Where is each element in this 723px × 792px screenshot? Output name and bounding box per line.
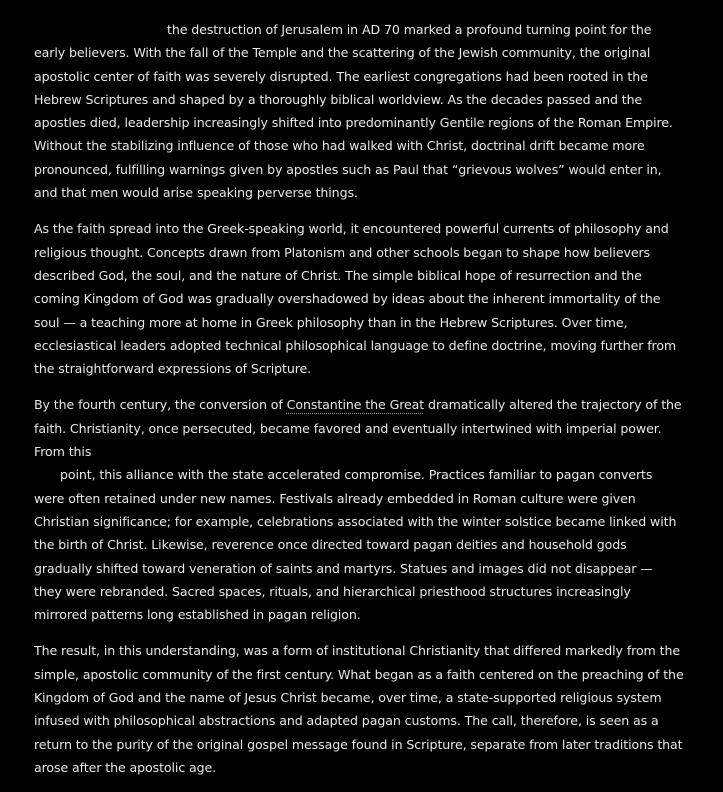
paragraph-4-text: The result, in this understanding, was a form of institutional Christianity that differed markedly from the simple, apostolic community of the first century. What began as a faith centered on the preaching of the Kingdom of God and the name of Jesus Christ became, over time, a state-supported religious system infused with philosophical abstractions and adapted pagan customs. The call, therefore, is seen as a return to the purity of the original gospel message found in Scripture, separate from later traditions that arose after the apostolic age. xyxy=(34,643,684,775)
paragraph-2 xyxy=(34,217,684,380)
paragraph-1 xyxy=(34,18,684,204)
paragraph-3-continuation: point, this alliance with the state accelerated compromise. Practices familiar to pagan converts were often retained under new names. Festivals already embedded in Roman culture were given Christian significance; for example, celebrations associated with the winter solstice became linked with the birth of Christ. Likewise, reverence once directed toward pagan deities and household gods gradually shifted toward veneration of saints and martyrs. Statues and images did not disappear — they were rebranded. Sacred spaces, rituals, and hierarchical priesthood structures increasingly mirrored patterns long established in pagan religion. xyxy=(34,467,677,623)
paragraph-2-text: As the faith spread into the Greek-speaking world, it encountered powerful currents of philosophy and religious thought. Concepts drawn from Platonism and other schools began to shape how believers described God, the soul, and the nature of Christ. The simple biblical hope of resurrection and the coming Kingdom of God was gradually overshadowed by ideas about the inherent immortality of the soul — a teaching more at home in Greek philosophy than in the Hebrew Scriptures. Over time, ecclesiastical leaders adopted technical philosophical language to define doctrine, moving further from the straightforward expressions of Scripture. xyxy=(34,221,677,377)
paragraph-3 xyxy=(34,393,684,626)
paragraph-4 xyxy=(34,639,684,779)
article-body xyxy=(34,18,684,792)
constantine-link[interactable]: Constantine the Great xyxy=(286,397,425,413)
paragraph-3-lead: By the fourth century, the conversion of xyxy=(34,397,287,413)
paragraph-1-text: the destruction of Jerusalem in AD 70 marked a profound turning point for the early believers. With the fall of the Temple and the scattering of the Jewish community, the original apostolic center of faith was severely disrupted. The earliest congregations had been rooted in the Hebrew Scriptures and shaped by a thoroughly biblical worldview. As the decades passed and the apostles died, leadership increasingly shifted into predominantly Gentile regions of the Roman Empire. Without the stabilizing influence of those who had walked with Christ, doctrinal drift became more pronounced, fulfilling warnings given by apostles such as Paul that “grievous wolves” would enter in, and that men would arise speaking perverse things. xyxy=(34,22,673,201)
paragraph-3-after-link: dramatically altered the trajectory of the faith. Christianity, once persecuted, became favored and eventually intertwined with imperial power. From this xyxy=(34,397,682,460)
